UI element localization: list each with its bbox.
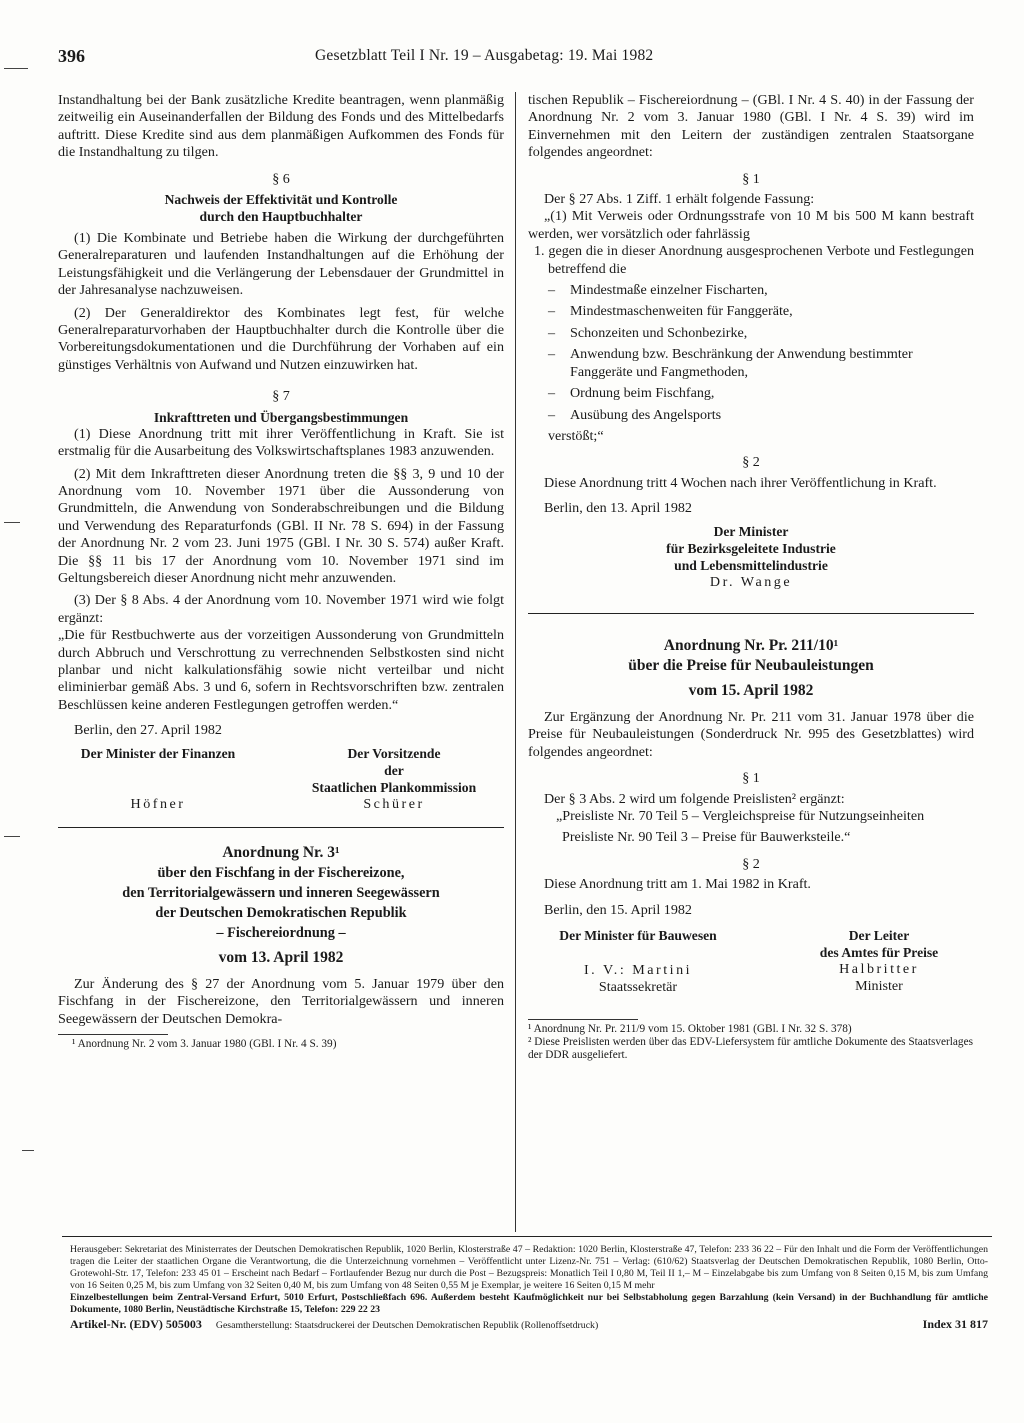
section-number: § 6 [272, 170, 290, 187]
list-item: Preisliste Nr. 90 Teil 3 – Preise für Bauwerksteile.“ [562, 829, 851, 846]
list-item: – Mindestmaße einzelner Fischarten, [548, 282, 974, 299]
signature-row [528, 927, 974, 997]
paragraph: (1) Diese Anordnung tritt mit ihrer Veröffentlichung in Kraft. Sie ist erstmalig für die Ausarbeitung des Volkswirtschaftsplanes 1983 anzuwenden. [58, 425, 504, 460]
decree-title: der Deutschen Demokratischen Republik [155, 905, 407, 921]
quote-paragraph: „Die für Restbuchwerte aus der vorzeitigen Aussonderung von Grundmitteln durch Abbruch und Verschrottung zu verrechnenden Selbstkosten sind nicht planbar und nicht kalkulationsfähig sowie nicht verteilbar und nicht eliminierbar gemäß Abs. 3 und 6, sofern in Rechtsvorschriften bzw. zentralen Beschlüssen keine anderen Festlegungen getroffen werden.“ [58, 627, 504, 713]
section-number: § 7 [272, 388, 290, 405]
section-number: § 2 [742, 454, 760, 471]
paragraph: Der § 3 Abs. 2 wird um folgende Preislisten² ergänzt: [544, 790, 845, 807]
left-column [58, 92, 504, 1051]
signature-name: Dr. Wange [709, 573, 793, 590]
section-number: § 2 [742, 855, 760, 872]
imprint-orders: Einzelbestellungen beim Zentral-Versand Erfurt, 5010 Erfurt, Postschließfach 696. Außerdem besteht Kaufmöglichkeit nur bei Selbstabholung gegen Barzahlung (kein Versand) in der Buchhandlung für amtliche Dokumente, 1080 Berlin, Neustädtische Kirchstraße 15, Telefon: 229 22 23 [70, 1292, 988, 1315]
paragraph: (2) Der Generaldirektor des Kombinates legt fest, für welche Generalreparaturvorhaben der Hauptbuchhalter durch die Kontrolle über die Vorbereitungsdokumentationen und die Durchführung der Vorhaben auf ein günstiges Verhältnis von Aufwand und Nutzen einzuwirken hat. [58, 304, 504, 373]
imprint-footer [70, 1318, 988, 1332]
signature-title: für Bezirksgeleitete Industrie [666, 540, 836, 556]
decree-title: über die Preise für Neubauleistungen [628, 656, 874, 674]
signature-title: und Lebensmittelindustrie [674, 557, 828, 573]
signature-role: Staatssekretär [598, 979, 678, 996]
right-column [528, 92, 974, 1062]
signature-right [784, 927, 974, 997]
footnote: ² Diese Preislisten werden über das EDV-Liefersystem für amtliche Dokumente des Staatsverlages der DDR ausgeliefert. [528, 1035, 973, 1061]
paragraph: Zur Ergänzung der Anordnung Nr. Pr. 211 vom 31. Januar 1978 über die Preise für Neubauleistungen (Sonderdruck Nr. 995 des Gesetzblattes) wird folgendes angeordnet: [528, 708, 974, 760]
signature-title: Staatlichen Plankommission [311, 779, 477, 795]
signature-left [528, 927, 748, 997]
signature-title: Der Minister [713, 523, 789, 539]
signature-title: Der Minister der Finanzen [80, 745, 236, 761]
paragraph: verstößt;“ [548, 427, 604, 444]
list-item: 1. gegen die in dieser Anordnung ausgesprochenen Verbote und Festlegungen betreffend die [534, 243, 974, 277]
margin-mark [4, 68, 28, 69]
decree-date: vom 15. April 1982 [688, 681, 814, 699]
margin-mark [4, 522, 20, 523]
signature-row [58, 745, 504, 813]
column-divider [515, 92, 516, 1232]
list-item: – Mindestmaschenweiten für Fanggeräte, [548, 303, 974, 320]
section-heading: durch den Hauptbuchhalter [199, 209, 363, 225]
paragraph: Zur Änderung des § 27 der Anordnung vom 5. Januar 1979 über den Fischfang in der Fischereizone, den Territorialgewässern und inneren Seegewässern der Deutschen Demokra- [58, 976, 504, 1027]
decree-date: vom 13. April 1982 [218, 949, 344, 966]
list-item: „Preisliste Nr. 70 Teil 5 – Vergleichspreise für Nutzungseinheiten [556, 807, 925, 824]
list-item: – Ordnung beim Fischfang, [548, 385, 974, 402]
decree-title: Anordnung Nr. 3¹ [222, 844, 340, 861]
paragraph: Diese Anordnung tritt am 1. Mai 1982 in Kraft. [544, 876, 811, 893]
signature-title: des Amtes für Preise [819, 945, 939, 960]
imprint [70, 1244, 988, 1332]
paragraph: „(1) Mit Verweis oder Ordnungsstrafe von 10 M bis 500 M kann bestraft werden, wer vorsätzlich oder fahrlässig [528, 208, 974, 242]
signature-title: Der Leiter [848, 928, 910, 943]
signature-right [284, 745, 504, 813]
paragraph: Der § 27 Abs. 1 Ziff. 1 erhält folgende Fassung: [544, 191, 815, 208]
signature-title: der [384, 762, 404, 778]
running-title: Gesetzblatt Teil I Nr. 19 – Ausgabetag: 19. Mai 1982 [315, 47, 654, 64]
separator-line [58, 827, 504, 828]
article-number: Artikel-Nr. (EDV) 505003 [70, 1317, 202, 1331]
list-item: – Anwendung bzw. Beschränkung der Anwendung bestimmter Fanggeräte und Fangmethoden, [548, 346, 974, 381]
section-heading: Inkrafttreten und Übergangsbestimmungen [153, 409, 409, 425]
decree-title: den Territorialgewässern und inneren Seegewässern [122, 885, 440, 901]
date-line: Berlin, den 27. April 1982 [74, 722, 222, 739]
decree-title: – Fischereiordnung – [216, 925, 346, 941]
list-item: – Schonzeiten und Schonbezirke, [548, 325, 974, 342]
signature-name: Höfner [130, 795, 186, 812]
signature-title: Der Minister für Bauwesen [559, 928, 717, 943]
page-header [40, 46, 1000, 72]
date-line: Berlin, den 15. April 1982 [544, 901, 692, 918]
dash-list [548, 282, 974, 424]
decree-title: über den Fischfang in der Fischereizone, [157, 865, 405, 881]
imprint-publisher: Herausgeber: Sekretariat des Ministerrates der Deutschen Demokratischen Republik, 1020 Berlin, Klosterstraße 47 – Redaktion: 1020 Berlin, Klosterstraße 47, Telefon: 233 36 22 – Für den Inhalt und die Form der Veröffentlichungen tragen die Leiter der staatlichen Organe die Verantwortung, die die Unterzeichnung vornehmen – Veröffentlicht unter Lizenz-Nr. 751 – Verlag: (610/62) Staatsverlag der Deutschen Demokratischen Republik, 1080 Berlin, Otto-Grotewohl-Str. 17, Telefon: 233 45 01 – Erscheint nach Bedarf – Fortlaufender Bezug nur durch die Post – Bezugspreis: Monatlich Teil I 0,80 M, Teil II 1,– M – Einzelabgabe bis zum Umfang von 8 Seiten 0,15 M, bis zum Umfang von 16 Seiten 0,25 M, bis zum Umfang von 32 Seiten 0,40 M, bis zum Umfang von 48 Seiten 0,55 M je Exemplar, je weitere 16 Seiten 0,15 M mehr [70, 1244, 988, 1291]
footnote: ¹ Anordnung Nr. Pr. 211/9 vom 15. Oktober 1981 (GBl. I Nr. 32 S. 378) [528, 1022, 852, 1035]
signature-name: I. V.: Martini [583, 962, 693, 978]
printer-line: Gesamtherstellung: Staatsdruckerei der Deutschen Demokratischen Republik (Rollenoffsetdruck) [215, 1320, 599, 1331]
footnote-rule [528, 1019, 638, 1020]
footnote-rule [58, 1034, 168, 1035]
section-heading: Nachweis der Effektivität und Kontrolle [164, 192, 398, 208]
signature-role: Minister [855, 978, 903, 995]
index-number: Index 31 817 [922, 1317, 988, 1331]
paragraph: (2) Mit dem Inkrafttreten dieser Anordnung treten die §§ 3, 9 und 10 der Anordnung vom 10. November 1971 über die Aussonderung von Grundmitteln, die Anwendung von Sonderabschreibungen und die Bildung und Verwendung des Reparaturfonds (GBl. II Nr. 78 S. 694) in der Fassung der Anordnung Nr. 2 vom 23. Juni 1975 (GBl. I Nr. 30 S. 574) außer Kraft. Die §§ 11 bis 17 der Anordnung vom 10. November 1971 sind im Geltungsbereich dieser Anordnung nicht mehr anzuwenden. [58, 465, 504, 586]
paragraph: (3) Der § 8 Abs. 4 der Anordnung vom 10. November 1971 wird wie folgt ergänzt: [58, 592, 504, 626]
margin-mark [22, 1150, 34, 1151]
intro-paragraph: Instandhaltung bei der Bank zusätzliche Kredite beantragen, wenn planmäßig zeitweilig ein Auseinanderfallen der Bildung des Fonds und des Mittelbedarfs auftritt. Diese Kredite sind aus dem planmäßigen Aufkommen des Fonds für die Instandhaltung zu tilgen. [58, 92, 504, 161]
margin-mark [4, 836, 20, 837]
separator-line [528, 613, 974, 614]
signature-name: Schürer [363, 795, 425, 812]
signature-name: Halbritter [839, 961, 919, 977]
date-line: Berlin, den 13. April 1982 [544, 500, 692, 517]
paragraph: tischen Republik – Fischereiordnung – (GBl. I Nr. 4 S. 40) in der Fassung der Anordnung Nr. 2 vom 3. Januar 1980 (GBl. I Nr. 4 S. 39) wird im Einvernehmen mit den Leitern der zuständigen zentralen Staatsorgane folgendes angeordnet: [528, 92, 974, 161]
page-number: 396 [58, 46, 85, 66]
signature-left [58, 745, 258, 813]
signature-title: Der Vorsitzende [347, 745, 441, 761]
paragraph: Diese Anordnung tritt 4 Wochen nach ihrer Veröffentlichung in Kraft. [544, 474, 937, 491]
decree-title: Anordnung Nr. Pr. 211/10¹ [663, 636, 839, 654]
imprint-rule [62, 1236, 992, 1237]
section-number: § 1 [742, 170, 760, 187]
section-number: § 1 [742, 770, 760, 787]
list-item: – Ausübung des Angelsports [548, 407, 974, 424]
paragraph: (1) Die Kombinate und Betriebe haben die Wirkung der durchgeführten Generalreparaturen und laufenden Instandhaltungen auf die Erhöhung der Leistungsfähigkeit und die Verlängerung der Lebensdauer der Grundmittel in der Jahresanalyse nachzuweisen. [58, 230, 504, 299]
footnote: ¹ Anordnung Nr. 2 vom 3. Januar 1980 (GBl. I Nr. 4 S. 39) [72, 1038, 337, 1051]
